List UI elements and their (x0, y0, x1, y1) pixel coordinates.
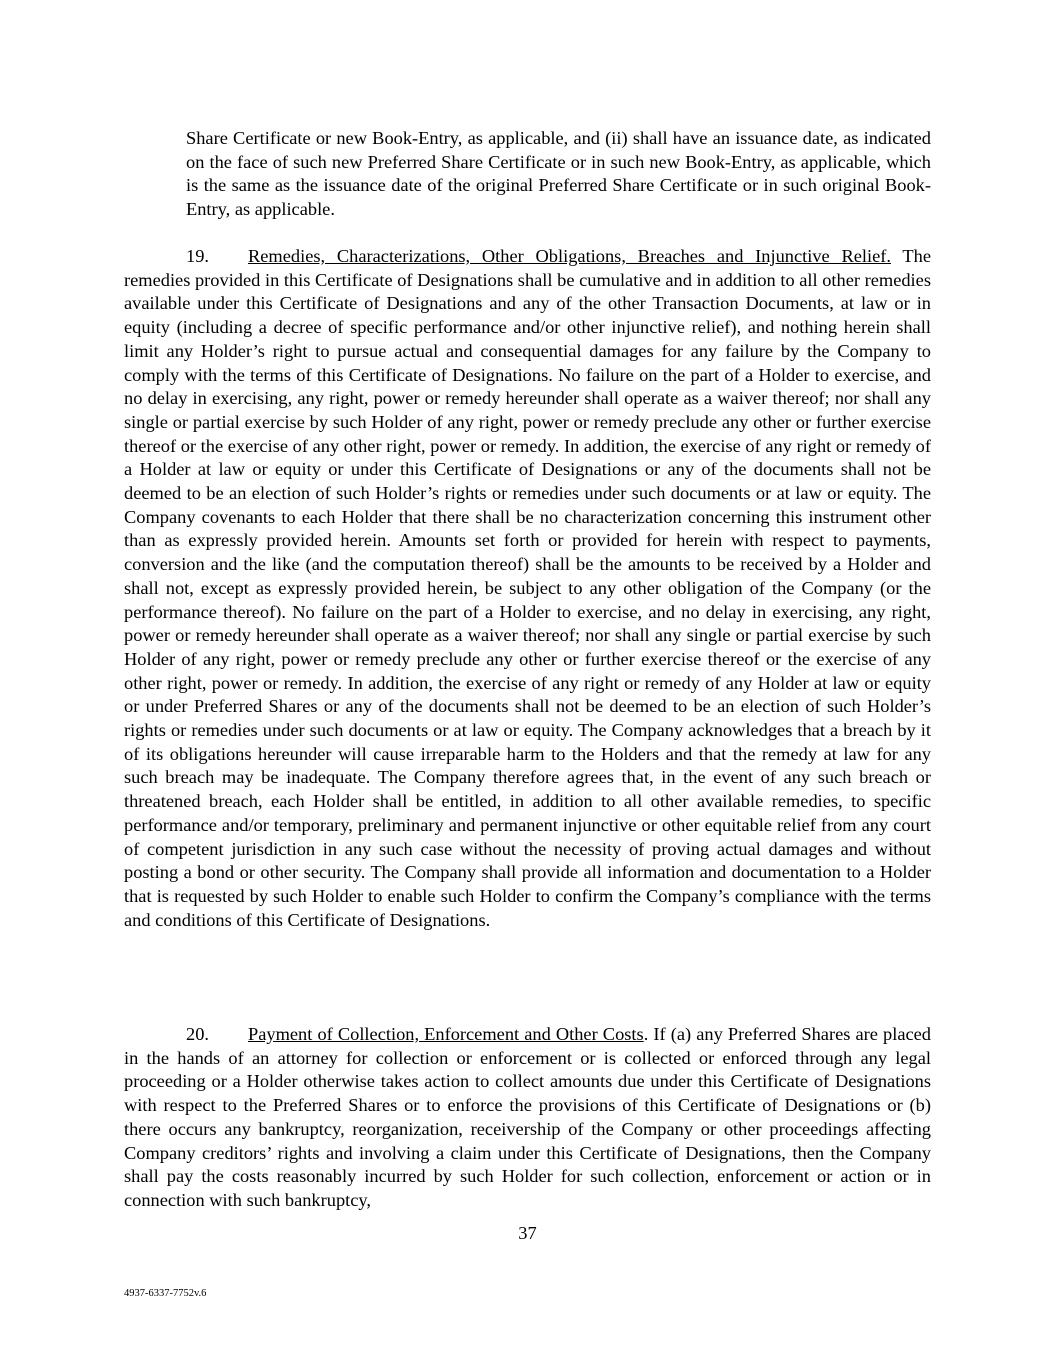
section-20 (124, 1023, 931, 1213)
continuation-paragraph: Share Certificate or new Book-Entry, as applicable, and (ii) shall have an issuance date, as indicated on the face of such new Preferred Share Certificate or in such new Book-Entry, as applicable, which is the same as the issuance date of the original Preferred Share Certificate or in such original Book-Entry, as applicable. (186, 128, 931, 220)
section-heading: Remedies, Characterizations, Other Obligations, Breaches and Injunctive Relief. (248, 246, 891, 266)
page-number: 37 (518, 1223, 537, 1243)
section-body: The remedies provided in this Certificate of Designations shall be cumulative and in addition to all other remedies available under this Certificate of Designations and any of the other Transaction Documents, at law or in equity (including a decree of specific performance and/or other injunctive relief), and nothing herein shall limit any Holder’s right to pursue actual and consequential damages for any failure by the Company to comply with the terms of this Certificate of Designations. No failure on the part of a Holder to exercise, and no delay in exercising, any right, power or remedy hereunder shall operate as a waiver thereof; nor shall any single or partial exercise by such Holder of any right, power or remedy preclude any other or further exercise thereof or the exercise of any other right, power or remedy. In addition, the exercise of any right or remedy of a Holder at law or equity or under this Certificate of Designations or any of the documents shall not be deemed to be an election of such Holder’s rights or remedies under such documents or at law or equity. The Company covenants to each Holder that there shall be no characterization concerning this instrument other than as expressly provided herein. Amounts set forth or provided for herein with respect to payments, conversion and the like (and the computation thereof) shall be the amounts to be received by a Holder and shall not, except as expressly provided herein, be subject to any other obligation of the Company (or the performance thereof). No failure on the part of a Holder to exercise, and no delay in exercising, any right, power or remedy hereunder shall operate as a waiver thereof; nor shall any single or partial exercise by such Holder of any right, power or remedy preclude any other or further exercise thereof or the exercise of any other right, power or remedy. In addition, the exercise of any right or remedy of any Holder at law or equity or under Preferred Shares or any of the documents shall not be deemed to be an election of such Holder’s rights or remedies under such documents or at law or equity. The Company acknowledges that a breach by it of its obligations hereunder will cause irreparable harm to the Holders and that the remedy at law for any such breach may be inadequate. The Company therefore agrees that, in the event of any such breach or threatened breach, each Holder shall be entitled, in addition to all other available remedies, to specific performance and/or temporary, preliminary and permanent injunctive or other equitable relief from any court of competent jurisdiction in any such case without the necessity of proving actual damages and without posting a bond or other security. The Company shall provide all information and documentation to a Holder that is requested by such Holder to enable such Holder to confirm the Company’s compliance with the terms and conditions of this Certificate of Designations. (124, 246, 931, 930)
section-heading: Payment of Collection, Enforcement and Other Costs (248, 1024, 644, 1044)
section-19 (124, 245, 931, 932)
section-number: 19. (186, 246, 209, 266)
section-body: . If (a) any Preferred Shares are placed in the hands of an attorney for collection or enforcement or is collected or enforced through any legal proceeding or a Holder otherwise takes action to collect amounts due under this Certificate of Designations with respect to the Preferred Shares or to enforce the provisions of this Certificate of Designations or (b) there occurs any bankruptcy, reorganization, receivership of the Company or other proceedings affecting Company creditors’ rights and involving a claim under this Certificate of Designations, then the Company shall pay the costs reasonably incurred by such Holder for such collection, enforcement or action or in connection with such bankruptcy, (124, 1024, 931, 1210)
document-id: 4937-6337-7752v.6 (124, 1288, 207, 1299)
section-number: 20. (186, 1024, 209, 1044)
